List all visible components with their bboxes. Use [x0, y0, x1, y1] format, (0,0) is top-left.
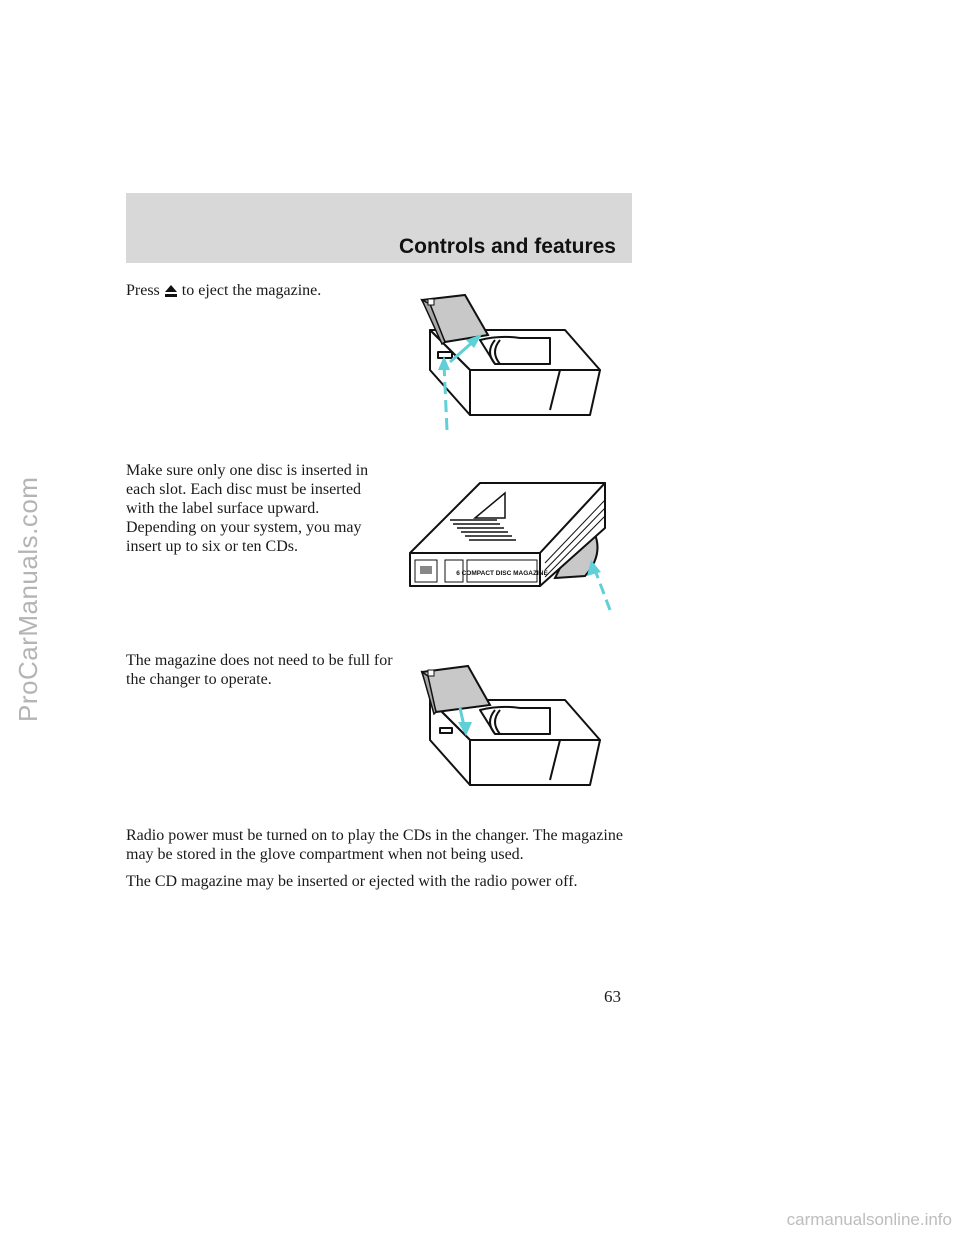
- figure-eject-magazine: [400, 290, 610, 440]
- side-watermark: ProCarManuals.com: [12, 476, 43, 722]
- eject-instruction: [126, 281, 321, 300]
- insert-discs-instruction: Make sure only one disc is inserted in each slot. Each disc must be inserted with the label surface upward. Depending on your system, you may insert up to six or ten CDs.: [126, 462, 369, 555]
- not-full-instruction: The magazine does not need to be full for the changer to operate.: [126, 652, 393, 688]
- radio-off-note: The CD magazine may be inserted or ejected with the radio power off.: [126, 873, 578, 890]
- eject-icon: [164, 284, 178, 298]
- section-header-band: [126, 193, 632, 263]
- figure-disc-magazine: [405, 478, 620, 618]
- section-title: Controls and features: [398, 235, 616, 258]
- figure-insert-magazine: [400, 660, 610, 810]
- footer-watermark: carmanualsonline.info: [786, 1210, 952, 1229]
- eject-text-after: to eject the magazine.: [181, 282, 322, 299]
- magazine-label: 6 COMPACT DISC MAGAZINE: [456, 570, 548, 577]
- page-number: 63: [604, 987, 621, 1006]
- eject-text-before: Press: [126, 282, 160, 299]
- radio-power-note: Radio power must be turned on to play the CDs in the changer. The magazine may be stored in the glove compartment when not being used.: [126, 827, 623, 863]
